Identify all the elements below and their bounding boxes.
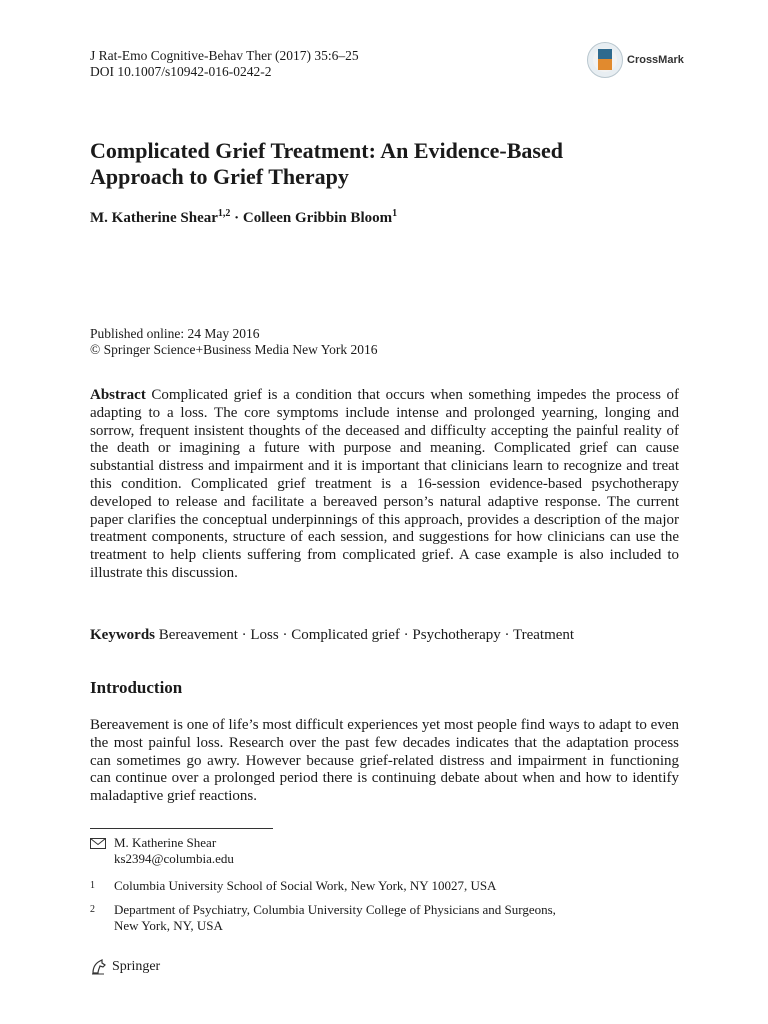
author-name[interactable]: M. Katherine Shear — [90, 210, 218, 226]
introduction-paragraph: Bereavement is one of life’s most difficult experiences yet most people find ways to adapt to even the most painful loss. Research over the past few decades indicates that the adaptation process can sometimes go awry. However because grief-related distress and impairment in functioning can continue over a prolonged period there is continuing debate about when and how to identify maladaptive grief reactions. — [90, 717, 679, 805]
author-affiliation-sup: 1,2 — [217, 208, 231, 219]
footnote-text: Department of Psychiatry, Columbia University College of Physicians and Surgeons, — [114, 902, 556, 917]
keywords-label: Keywords — [90, 627, 155, 643]
crossmark-label: CrossMark — [627, 54, 684, 66]
journal-citation — [90, 48, 359, 80]
keywords-text: Bereavement · Loss · Complicated grief · Psychotherapy · Treatment — [158, 627, 575, 643]
publisher-name: Springer — [112, 959, 161, 974]
abstract-label: Abstract — [90, 387, 146, 403]
copyright-line: © Springer Science+Business Media New York 2016 — [90, 342, 378, 357]
author-separator: · — [230, 210, 243, 226]
article-title — [90, 138, 690, 190]
footnote-number: 1 — [90, 880, 95, 891]
keywords-section — [90, 627, 679, 644]
corresponding-author-email[interactable]: ks2394@columbia.edu — [114, 851, 234, 866]
footnote-text: Columbia University School of Social Work, New York, NY 10027, USA — [114, 878, 497, 893]
published-date: Published online: 24 May 2016 — [90, 326, 260, 341]
affiliation-footnote-1 — [90, 878, 496, 894]
footnote-divider — [90, 828, 273, 829]
publication-info — [90, 326, 377, 358]
section-heading: Introduction — [90, 678, 183, 697]
footnote-text: New York, NY, USA — [114, 918, 223, 933]
corresponding-author-name: M. Katherine Shear — [114, 835, 217, 850]
author-list — [90, 208, 397, 227]
crossmark-badge[interactable] — [587, 42, 684, 78]
springer-horse-icon — [90, 958, 108, 976]
title-line-1: Complicated Grief Treatment: An Evidence-Based — [90, 138, 563, 163]
crossmark-icon — [587, 42, 623, 78]
envelope-icon — [90, 838, 106, 849]
footnote-number: 2 — [90, 904, 95, 915]
title-line-2: Approach to Grief Therapy — [90, 164, 349, 189]
corresponding-author — [90, 835, 234, 867]
author-name[interactable]: Colleen Gribbin Bloom — [242, 210, 393, 226]
abstract-section — [90, 387, 679, 583]
affiliation-footnote-2 — [90, 902, 556, 934]
publisher-logo — [90, 958, 160, 976]
doi-line[interactable]: DOI 10.1007/s10942-016-0242-2 — [90, 64, 272, 79]
journal-line: J Rat-Emo Cognitive-Behav Ther (2017) 35:6–25 — [90, 48, 359, 63]
author-affiliation-sup: 1 — [392, 208, 398, 219]
abstract-text: Complicated grief is a condition that occurs when something impedes the process of adapting to a loss. The core symptoms include intense and prolonged yearning, longing and sorrow, frequent insistent thoughts of the deceased and difficulty accepting the painful reality of the death or imagining a future with purpose and meaning. Complicated grief can cause substantial distress and impairment and it is important that clinicians learn to recognize and treat this condition. Complicated grief treatment is a 16-session evidence-based psychotherapy developed to release and facilitate a bereaved person’s natural adaptive response. The current paper clarifies the conceptual underpinnings of this approach, provides a description of the major treatment components, structure of each session, and suggestions for how clinicians can use the treatment to help clients suffering from complicated grief. A case example is also included to illustrate this discussion. — [90, 387, 679, 581]
